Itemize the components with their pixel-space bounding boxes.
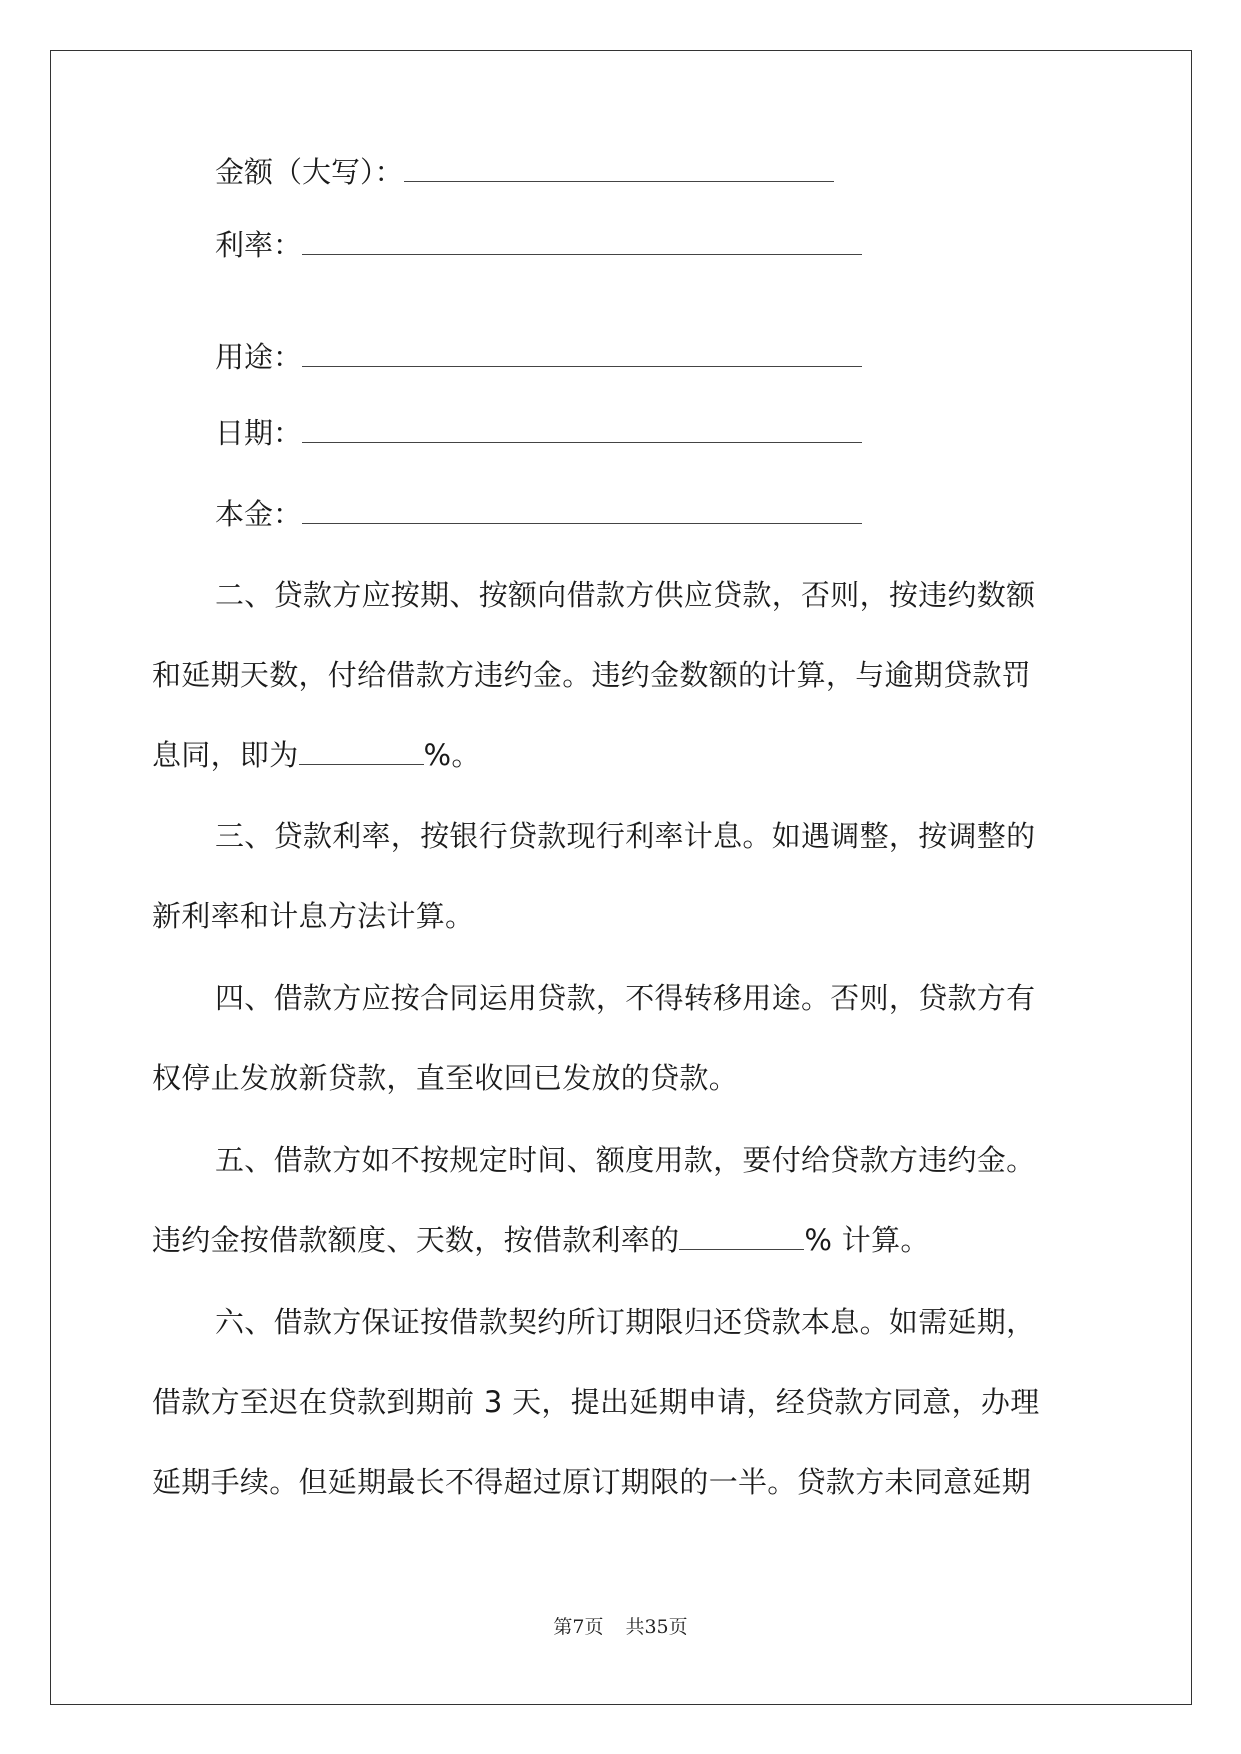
clause-5-line-2	[152, 1220, 930, 1260]
page-border	[50, 50, 1192, 1705]
clause-5-line-1: 五、借款方如不按规定时间、额度用款，要付给贷款方违约金。	[215, 1143, 1036, 1177]
clause-2-line-2: 和延期天数，付给借款方违约金。违约金数额的计算，与逾期贷款罚	[152, 658, 1032, 692]
field-rate-label: 利率：	[215, 228, 303, 262]
field-rate-blank	[302, 228, 862, 255]
clause-5-text-b: % 计算。	[804, 1223, 930, 1257]
clause-4-line-1: 四、借款方应按合同运用贷款，不得转移用途。否则，贷款方有	[215, 981, 1036, 1015]
field-purpose-blank	[302, 340, 862, 367]
clause-2-line-1: 二、贷款方应按期、按额向借款方供应贷款，否则，按违约数额	[215, 578, 1036, 612]
clause-2-text-a: 息同，即为	[152, 738, 299, 772]
clause-6-line-1: 六、借款方保证按借款契约所订期限归还贷款本息。如需延期，	[215, 1305, 1036, 1339]
footer-total-prefix: 共	[625, 1616, 645, 1638]
footer-page-current: 7	[572, 1616, 585, 1638]
clause-5-text-a: 违约金按借款额度、天数，按借款利率的	[152, 1223, 680, 1257]
clause-2-percent-blank	[299, 738, 424, 765]
field-amount-label: 金额（大写）：	[215, 155, 404, 189]
field-principal-blank	[302, 497, 862, 524]
clause-2-text-b: %。	[423, 738, 481, 772]
field-date-label: 日期：	[215, 416, 303, 450]
footer-page-suffix: 页	[584, 1616, 604, 1638]
clause-3-line-2: 新利率和计息方法计算。	[152, 899, 475, 933]
field-principal-label: 本金：	[215, 497, 303, 531]
field-amount	[215, 152, 834, 192]
clause-6-line-2: 借款方至迟在贷款到期前 3 天，提出延期申请，经贷款方同意，办理	[152, 1385, 1040, 1419]
clause-5-percent-blank	[679, 1223, 804, 1250]
field-amount-blank	[404, 155, 834, 182]
field-principal	[215, 494, 862, 534]
clause-6-line-3: 延期手续。但延期最长不得超过原订期限的一半。贷款方未同意延期	[152, 1465, 1032, 1499]
footer-page-prefix: 第	[553, 1616, 573, 1638]
field-date-blank	[302, 416, 862, 443]
field-rate	[215, 225, 862, 265]
page-footer	[0, 1612, 1241, 1639]
field-purpose	[215, 337, 862, 377]
clause-4-line-2: 权停止发放新贷款，直至收回已发放的贷款。	[152, 1061, 739, 1095]
clause-3-line-1: 三、贷款利率，按银行贷款现行利率计息。如遇调整，按调整的	[215, 819, 1036, 853]
footer-page-total: 35	[644, 1616, 669, 1638]
field-purpose-label: 用途：	[215, 340, 303, 374]
field-date	[215, 413, 862, 453]
footer-total-suffix: 页	[668, 1616, 688, 1638]
clause-2-line-3	[152, 735, 481, 775]
